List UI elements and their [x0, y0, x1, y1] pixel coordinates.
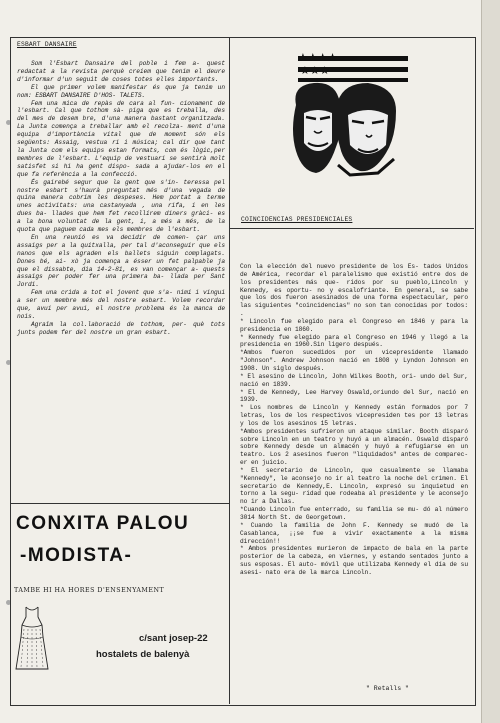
article-paragraph: *Ambos presidentes sufrieron un ataque similar. Booth disparó sobre Lincoln en un teatro y huyó a un almacén. Oswald disparó sobre Kennedy desde un almacén y huyó a refugiarse en un teatro. Los 2 asesinos fueron "liquidados" antes de comparec- er en juicio.	[240, 427, 468, 467]
article-paragraph: * Los nombres de Lincoln y Kennedy están formados por 7 letras, los de los respectivos vicepresiden tes por 13 letras y los de los asesinos 15 letras.	[240, 404, 468, 427]
article-paragraph: * Cuando la familia de John F. Kennedy se mudó de la Casablanca, ¡¡se fue a vivir exactamente a la misma dirección!!	[240, 521, 468, 545]
advert-trade: -MODISTA-	[20, 545, 133, 566]
svg-text:★★★: ★★★	[300, 64, 330, 77]
article-heading: ESBART DANSAIRE	[17, 41, 77, 48]
article-signature: " Retalls "	[366, 685, 409, 692]
presidents-portrait-illustration	[278, 47, 418, 187]
article-paragraph: *Ambos fueron sucedidos por un vicepresidente llamado "Johnson". Andrew Johnson nació en 1808 y Lyndon Johnson en 1908. Un siglo después.	[240, 349, 468, 372]
article-paragraph: El que primer volem manifestar és que ja tenim un nom: ESBART DANSAIRE D'HOS- TALETS.	[17, 83, 225, 99]
article-paragraph: * El de Kennedy, Lee Harvey Oswald,oriundo del Sur, nació en 1939.	[240, 388, 468, 404]
article-paragraph: Fem una mica de repàs de cara al fun- cionament de l'esbart. Cal que tothom sà- piga que es treballa, des del mes de desem bre, d'una manera bastant organitzada. La Junta comença a treballar amb el recolza- ment d'una equipa d'importància vital que de moment són els següents: Assaig, vestua ri i música; cal dir que tant la Junta com els equips estan formats, com és lògic,per membres de l'esbart. L'equip de vestuari se sentirà molt satisfet si hi ha gent dispo- sada a ajudar-los en el que fa referència a la confecció.	[17, 99, 225, 178]
right-heading-rule	[229, 228, 474, 229]
article-paragraph: Fem una crida a tot el jovent que s'a- nimi i vingui a ser un membre més del nostre esbart. Volem recordar que, avui per avui, el nostre problema és la manca de nois.	[17, 289, 225, 320]
article-paragraph: Agraïm la col.laboració de tothom, per- què tots junts podem fer del nostre un gran esbart.	[17, 320, 225, 336]
article-paragraph: Som l'Esbart Dansaire del poble i fem a- quest redactat a la revista perquè creiem que tenim el deure d'informar d'un seguit de coses totes elles importants.	[17, 60, 225, 83]
right-article-heading: COINCIDENCIAS PRESIDENCIALES	[241, 216, 353, 223]
article-paragraph: * Lincoln fue elegido para el Congreso en 1846 y para la presidencia en 1860.	[240, 317, 468, 333]
article-paragraph: És gairebé segur que la gent que s'in- teressa pel nostre esbart s'haurà preguntat més d'una vegada de quina manera cobrim les despeses. Hem portat a terme unes activitats: una castanyada , una rifa, i en les dues ba- llades que hem fet recollírem diners gràci- es a la bona voluntat de la gent, i, a més a més, de la quota que paguem cada mes els membres de l'esbart.	[17, 178, 225, 234]
advert-address-street: c/sant josep-22	[139, 633, 208, 644]
article-paragraph: En una reunió es va decidir de comen- çar uns assaigs per a la quitxalla, per tal d'aconseguir que els nanos que els agraden els ballets siguin complagats. Dones bé, ai- xò ja comença a ésser un fet palpable ja que el dissabte, dia 14-2-81, es van començar a- quests assaigs per poder fer una primera ba- llada per Sant Jordi.	[17, 233, 225, 289]
advert-rule	[10, 503, 229, 504]
article-body	[17, 60, 225, 337]
svg-text:★★★★: ★★★★	[298, 51, 338, 64]
advert-address	[96, 631, 228, 663]
article-paragraph: * Ambos presidentes murieron de impacto de bala en la parte posterior de la cabeza, en viernes, y estando sentados junto a sus esposas. El auto- móvil que utilizaba Kennedy el día de su asesi- nato era de la marca Lincoln.	[240, 545, 468, 576]
article-paragraph: *Cuando Lincoln fue enterrado, su familia se mu- dó al número 3014 North St. de Georgetown.	[240, 506, 468, 521]
binder-strip	[481, 0, 500, 723]
advert-tagline: TAMBE HI HA HORES D'ENSENYAMENT	[14, 587, 165, 594]
article-paragraph: * El secretario de Lincoln, que casualmente se llamaba "Kennedy", le aconsejo no ir al teatro la noche del crimen. El secretario de Kennedy,E. Lincoln, expresó su inquietud en torno a la segu- ridad que rodeaba al presidente y le aconsejo no ir a Dallas.	[240, 466, 468, 506]
advert-address-town: hostalets de balenyà	[96, 649, 190, 660]
advert-name: CONXITA PALOU	[16, 513, 190, 534]
coincidences-article-body	[240, 263, 468, 577]
column-divider	[229, 37, 230, 704]
article-paragraph: * El asesino de Lincoln, John Wilkes Booth, ori- undo del Sur, nació en 1839.	[240, 372, 468, 388]
dress-icon	[12, 603, 52, 678]
esbart-article	[17, 41, 225, 337]
article-paragraph: * Kennedy fue elegido para el Congreso en 1946 y llegó a la presidencia en 1960.Sin ligero después.	[240, 333, 468, 349]
article-paragraph: Con la elección del nuevo presidente de los Es- tados Unidos de América, recordar el paralelismo que existió entre dos de los presidentes más que- ridos por su pueblo,Lincoln y Kennedy, es oportu- no y escalofriante. En general, se sabe que los dos fueron asesinados de una forma espectacular, pero las siguientes "coincidencias" no son tan conocidas por todos: .	[240, 263, 468, 318]
